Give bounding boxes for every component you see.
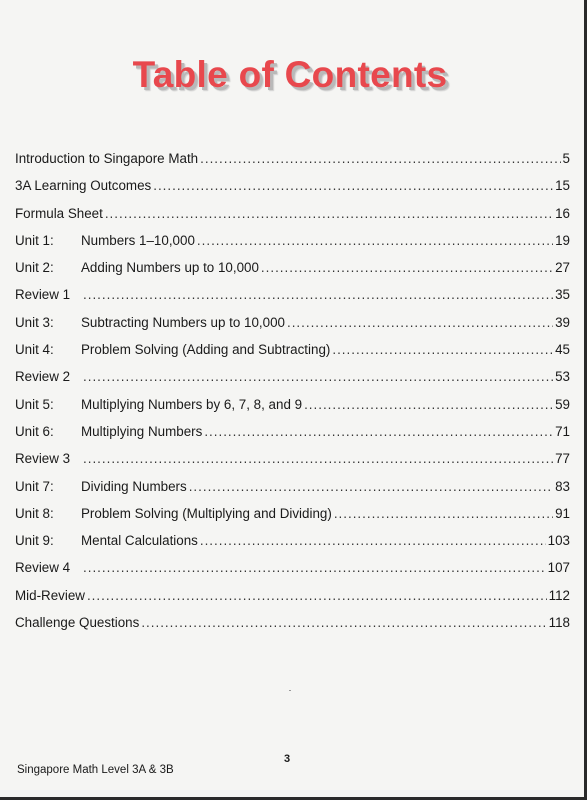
dot-leader: [200, 151, 560, 166]
toc-entry-title: [15, 588, 85, 603]
toc-entry: [15, 560, 570, 587]
dot-leader: [83, 369, 553, 384]
toc-entry: [15, 533, 570, 560]
toc-entry-label: Numbers 1–10,000: [81, 232, 195, 248]
toc-entry-unit: Review 2: [15, 369, 71, 385]
dot-leader: [332, 342, 553, 357]
toc-entry-unit: Unit 2:: [15, 260, 54, 276]
toc-entry-title: [15, 424, 202, 439]
dot-leader: [83, 560, 546, 575]
dot-leader: [200, 533, 546, 548]
toc-entry-page: 83: [555, 478, 570, 494]
toc-entry-page: 39: [555, 314, 570, 330]
toc-entry: [15, 397, 570, 424]
toc-entry: [15, 315, 570, 342]
toc-entry-unit: Unit 8:: [15, 505, 54, 521]
toc-entry-title: [15, 260, 259, 275]
table-of-contents: [15, 151, 570, 642]
toc-entry-unit: Unit 5:: [15, 396, 54, 412]
toc-entry-unit: Unit 1:: [15, 232, 54, 248]
toc-entry-page: 59: [555, 396, 570, 412]
toc-entry-label: Challenge Questions: [15, 615, 140, 631]
dot-leader: [204, 424, 553, 439]
toc-entry-page: 107: [547, 560, 570, 576]
toc-entry-title: [15, 315, 285, 330]
page-number: 3: [284, 753, 291, 765]
toc-entry: [15, 178, 570, 205]
toc-entry-title: [15, 233, 195, 248]
scan-speck: [289, 690, 291, 691]
toc-entry-unit: Unit 6:: [15, 423, 54, 439]
toc-entry-page: 77: [555, 451, 570, 467]
toc-entry-label: Multiplying Numbers: [81, 423, 203, 439]
toc-entry-title: [15, 151, 198, 166]
dot-leader: [304, 397, 553, 412]
toc-entry-title: [15, 342, 330, 357]
dot-leader: [189, 479, 553, 494]
toc-entry-title: [15, 451, 81, 466]
toc-entry-unit: Unit 4:: [15, 342, 54, 358]
toc-entry-title: [15, 506, 332, 521]
toc-entry: [15, 260, 570, 287]
toc-entry-title: [15, 615, 139, 630]
toc-entry-unit: Unit 9:: [15, 533, 54, 549]
toc-entry-page: 5: [562, 151, 570, 166]
dot-leader: [141, 615, 546, 630]
toc-entry-label: Mental Calculations: [81, 533, 198, 549]
toc-entry-label: Mid-Review: [15, 587, 85, 603]
toc-entry-title: [15, 206, 103, 221]
toc-entry-page: 15: [555, 178, 570, 194]
toc-entry: [15, 451, 570, 478]
toc-entry-label: 3A Learning Outcomes: [15, 178, 152, 194]
toc-entry-page: 35: [555, 287, 570, 303]
dot-leader: [287, 315, 553, 330]
toc-entry-label: Subtracting Numbers up to 10,000: [81, 314, 285, 330]
toc-entry-label: Problem Solving (Adding and Subtracting): [81, 342, 331, 358]
toc-entry-page: 16: [555, 205, 570, 221]
dot-leader: [197, 233, 553, 248]
dot-leader: [83, 287, 553, 302]
dot-leader: [83, 451, 553, 466]
toc-entry-title: [15, 397, 302, 412]
toc-entry-page: 118: [548, 615, 570, 631]
toc-entry-label: Multiplying Numbers by 6, 7, 8, and 9: [81, 396, 303, 412]
toc-entry: [15, 506, 570, 533]
toc-entry-title: [15, 369, 81, 384]
toc-entry: [15, 588, 570, 615]
dot-leader: [87, 588, 547, 603]
toc-entry-label: Dividing Numbers: [81, 478, 187, 494]
toc-entry-label: Adding Numbers up to 10,000: [81, 260, 259, 276]
toc-entry-label: Introduction to Singapore Math: [15, 151, 199, 166]
toc-entry-title: [15, 287, 81, 302]
toc-entry-title: [15, 533, 198, 548]
toc-entry: [15, 206, 570, 233]
toc-entry: [15, 233, 570, 260]
toc-entry-unit: Unit 3:: [15, 314, 54, 330]
toc-entry: [15, 287, 570, 314]
page-title: Table of Contents: [132, 54, 448, 95]
toc-entry: [15, 424, 570, 451]
toc-entry-unit: Review 4: [15, 560, 71, 576]
toc-entry-page: 91: [555, 505, 570, 521]
toc-entry-page: 53: [555, 369, 570, 385]
dot-leader: [153, 178, 553, 193]
toc-entry-title: [15, 560, 81, 575]
toc-entry-page: 19: [555, 232, 570, 248]
toc-entry: [15, 151, 570, 178]
toc-entry-title: [15, 479, 187, 494]
toc-entry: [15, 479, 570, 506]
toc-entry: [15, 342, 570, 369]
toc-entry-page: 27: [555, 260, 570, 276]
dot-leader: [334, 506, 553, 521]
toc-entry-page: 112: [548, 587, 570, 603]
toc-entry-page: 71: [555, 423, 570, 439]
dot-leader: [261, 260, 553, 275]
toc-entry: [15, 369, 570, 396]
toc-entry-unit: Unit 7:: [15, 478, 54, 494]
toc-entry-label: Problem Solving (Multiplying and Dividing): [81, 505, 332, 521]
toc-entry-unit: Review 3: [15, 451, 71, 467]
dot-leader: [105, 206, 553, 221]
footer-text: Singapore Math Level 3A & 3B: [17, 764, 174, 776]
toc-entry-page: 103: [547, 533, 570, 549]
toc-entry-page: 45: [555, 342, 570, 358]
toc-entry-label: Formula Sheet: [15, 205, 103, 221]
toc-entry-unit: Review 1: [15, 287, 71, 303]
toc-entry: [15, 615, 570, 642]
toc-entry-title: [15, 178, 151, 193]
